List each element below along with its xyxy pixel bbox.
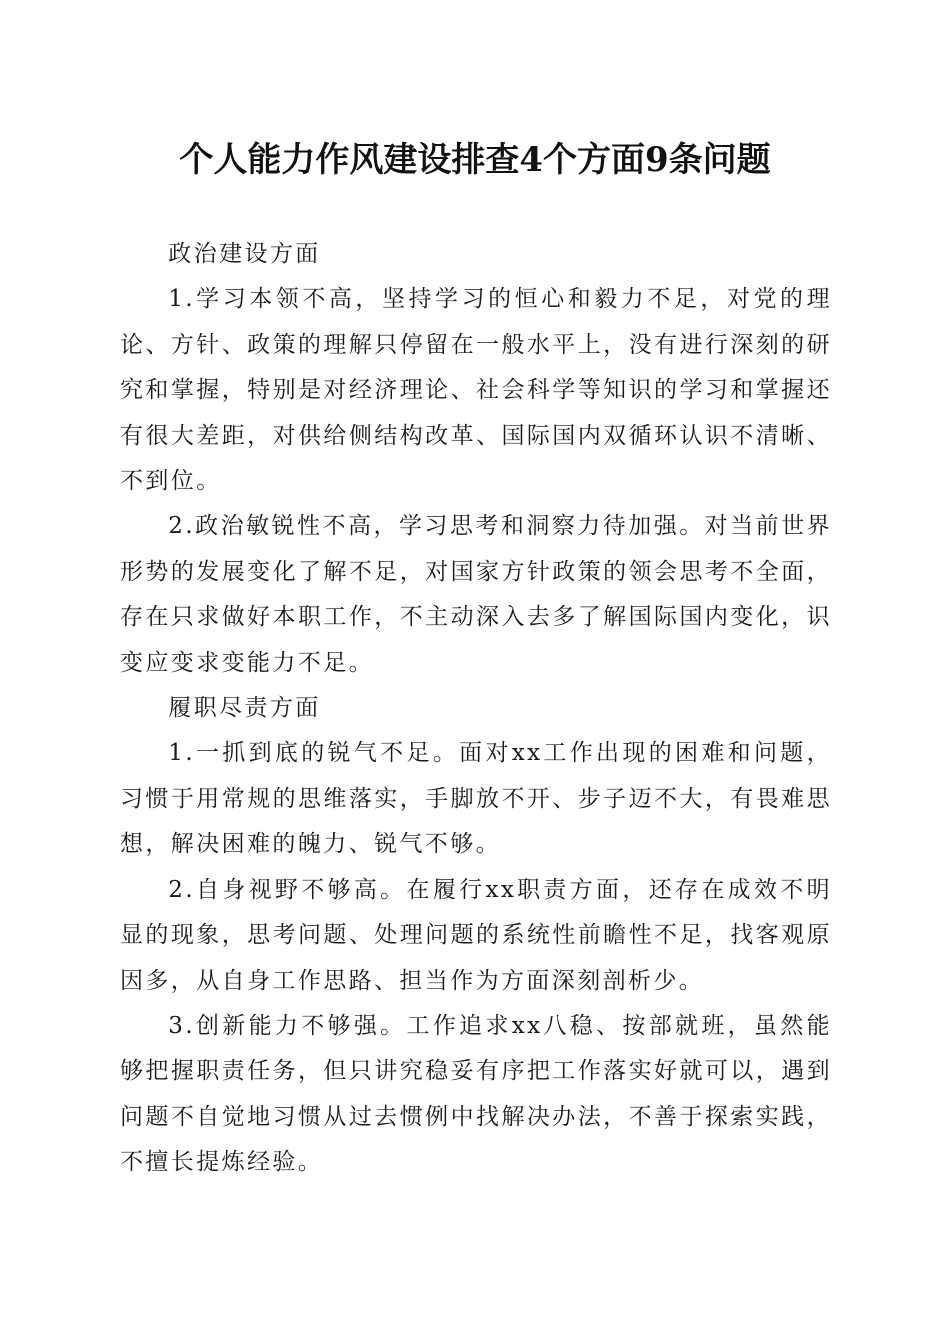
document-title: 个人能力作风建设排查4个方面9条问题 (179, 140, 771, 180)
paragraph-political-1: 1.学习本领不高，坚持学习的恒心和毅力不足，对党的理论、方针、政策的理解只停留在一般水平上，没有进行深刻的研究和掌握，特别是对经济理论、社会科学等知识的学习和掌握还有很大差距，对供给侧结构改革、国际国内双循环认识不清晰、不到位。 (120, 286, 832, 495)
paragraph-duty-3: 3.创新能力不够强。工作追求xx八稳、按部就班，虽然能够把握职责任务，但只讲究稳妥有序把工作落实好就可以，遇到问题不自觉地习惯从过去惯例中找解决办法，不善于探索实践，不擅长提炼经验。 (120, 1012, 832, 1176)
section-heading-political: 政治建设方面 (168, 241, 321, 267)
paragraph-duty-2: 2.自身视野不够高。在履行xx职责方面，还存在成效不明显的现象，思考问题、处理问题的系统性前瞻性不足，找客观原因多，从自身工作思路、担当作为方面深刻剖析少。 (120, 876, 832, 994)
document-body (120, 232, 832, 1186)
section-heading-duty: 履职尽责方面 (168, 695, 321, 722)
paragraph-political-2: 2.政治敏锐性不高，学习思考和洞察力待加强。对当前世界形势的发展变化了解不足，对国家方针政策的领会思考不全面，存在只求做好本职工作，不主动深入去多了解国际国内变化，识变应变求变能力不足。 (120, 513, 832, 676)
paragraph-duty-1: 1.一抓到底的锐气不足。面对xx工作出现的困难和问题，习惯于用常规的思维落实，手脚放不开、步子迈不大，有畏难思想，解决困难的魄力、锐气不够。 (120, 740, 832, 858)
